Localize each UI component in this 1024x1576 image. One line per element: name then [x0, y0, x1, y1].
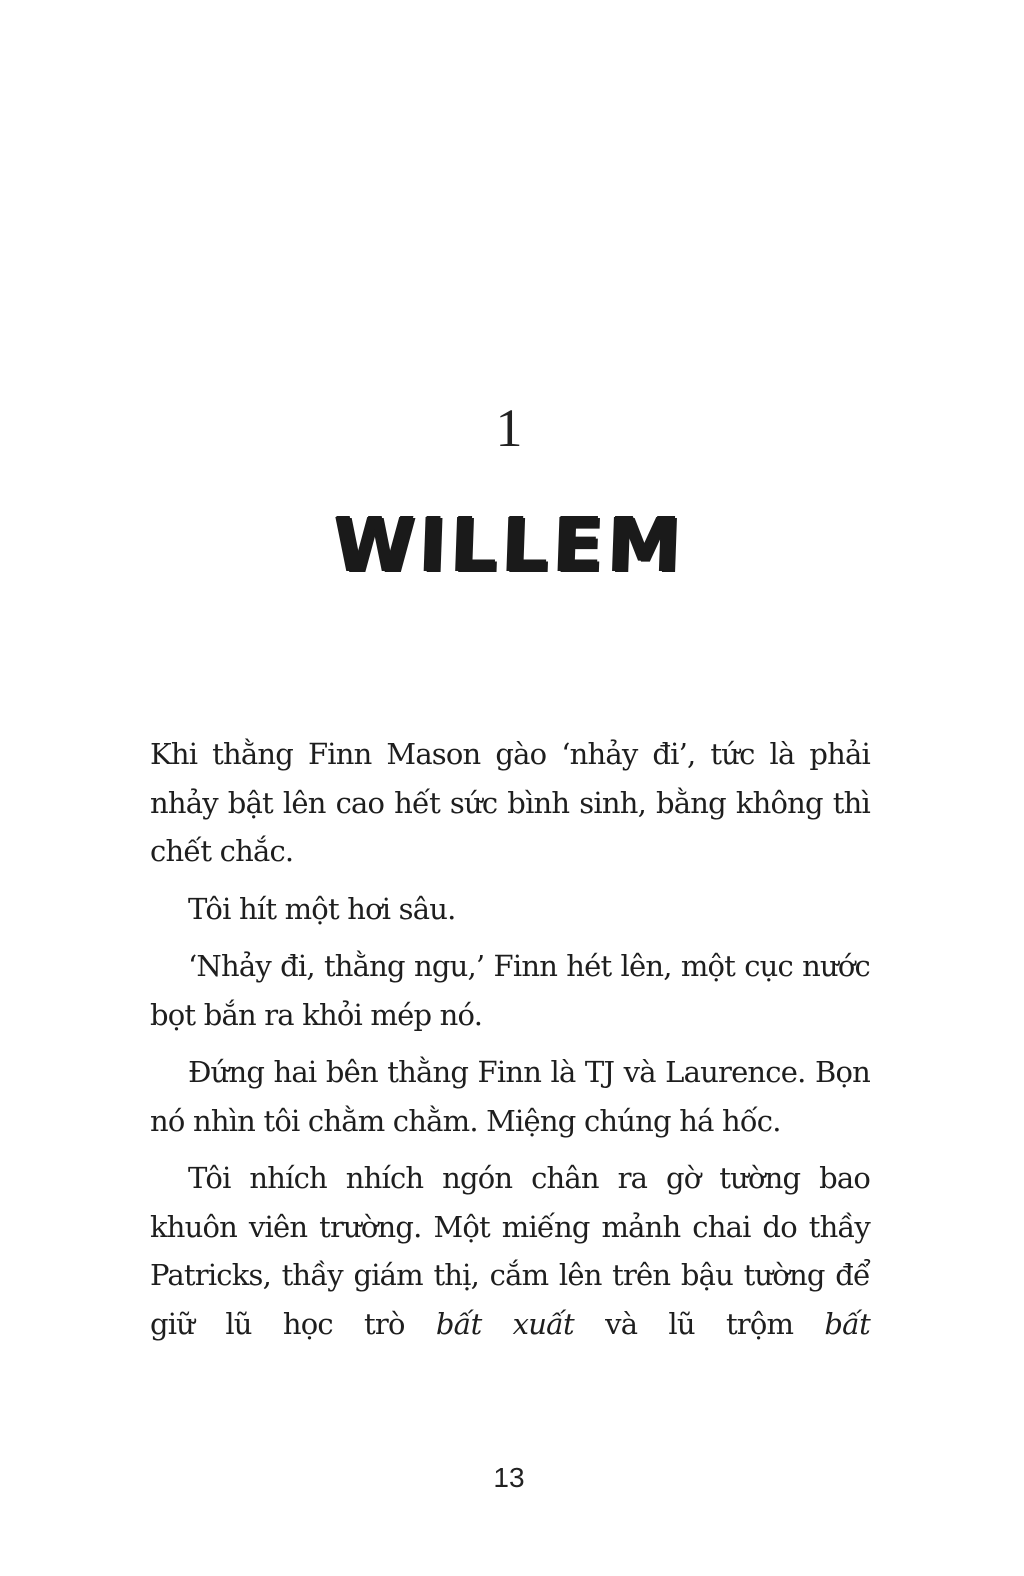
paragraph-5: [150, 1154, 870, 1348]
paragraph-5-text-2: và lũ trộm: [573, 1306, 825, 1341]
paragraph-5-text-1: Tôi nhích nhích ngón chân ra gờ tường bao khuôn viên trường. Một miếng mảnh chai do thầy Patricks, thầy giám thị, cắm lên trên bậu tường để giữ lũ học trò: [150, 1161, 870, 1341]
page-number: 13: [493, 1462, 525, 1493]
paragraph-3: ‘Nhảy đi, thằng ngu,’ Finn hét lên, một cục nước bọt bắn ra khỏi mép nó.: [150, 949, 870, 1032]
paragraph-5-italic-1: bất xuất: [435, 1306, 574, 1341]
paragraph-1: Khi thằng Finn Mason gào ‘nhảy đi’, tức là phải nhảy bật lên cao hết sức bình sinh, bằng không thì chết chắc.: [150, 737, 870, 868]
paragraph-2: Tôi hít một hơi sâu.: [188, 891, 456, 926]
paragraph-4: Đứng hai bên thằng Finn là TJ và Laurence. Bọn nó nhìn tôi chằm chằm. Miệng chúng há hốc.: [150, 1055, 870, 1138]
chapter-number: 1: [495, 398, 523, 458]
chapter-title: WILLEM: [331, 502, 687, 588]
body-text: [150, 730, 870, 1357]
paragraph-5-italic-2: bất: [824, 1306, 871, 1341]
